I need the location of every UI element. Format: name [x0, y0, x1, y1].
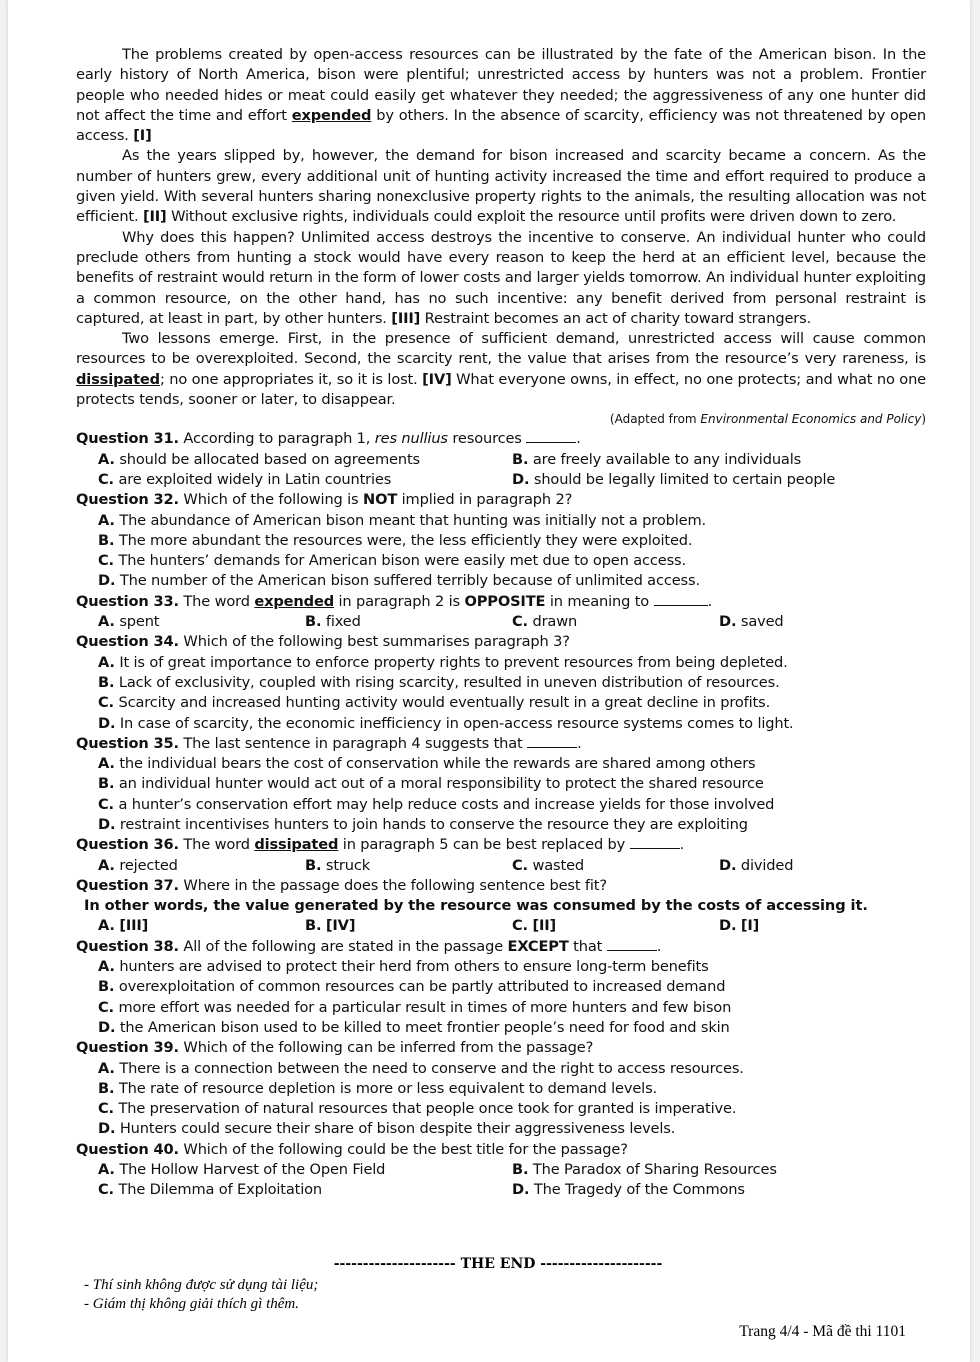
option-c[interactable]: [512, 612, 719, 632]
p2-text-end: Without exclusive rights, individuals could exploit the resource until profits were driven down to zero.: [166, 208, 897, 226]
option-letter: C.: [512, 856, 528, 874]
option-text: The number of the American bison suffered terribly because of unlimited access.: [119, 572, 700, 590]
option-letter: C.: [98, 552, 114, 570]
question-text-end: implied in paragraph 2?: [397, 491, 573, 509]
option-letter: D.: [98, 572, 116, 590]
question-36: Question 36. The word dissipated in paragraph 5 can be best replaced by .: [76, 836, 685, 854]
question-33: Question 33. The word expended in paragraph 2 is OPPOSITE in meaning to .: [76, 592, 713, 610]
marker-ii: [II]: [142, 208, 167, 226]
question-31: Question 31. According to paragraph 1, res nullius resources .: [76, 430, 581, 448]
answer-blank: [630, 836, 680, 849]
option-text: hunters are advised to protect their herd from others to ensure long-term benefits: [119, 958, 709, 976]
question-bold: OPPOSITE: [464, 592, 546, 610]
source-suffix: ): [921, 412, 926, 427]
question-label: Question 33.: [76, 592, 179, 610]
option-letter: B.: [512, 1161, 529, 1179]
option-a[interactable]: [98, 612, 305, 632]
exam-content: [76, 45, 926, 1201]
option-letter: A.: [98, 958, 115, 976]
option-letter: D.: [719, 917, 737, 935]
option-text: The Paradox of Sharing Resources: [532, 1161, 777, 1179]
p4-text: Two lessons emerge. First, in the presence of sufficient demand, unrestricted access will cause common resources to be overexploited. Second, the scarcity rent, the value that arises from the resource’s very rareness, is: [76, 330, 926, 368]
option-letter: C.: [512, 917, 528, 935]
option-text: The preservation of natural resources that people once took for granted is imperative.: [118, 1100, 737, 1118]
option-c[interactable]: [98, 551, 926, 571]
p3-text-end: Restraint becomes an act of charity toward strangers.: [420, 309, 812, 327]
exam-notes: [84, 1276, 318, 1314]
p2-text: As the years slipped by, however, the demand for bison increased and scarcity became a concern. As the number of hunters grew, every additional unit of hunting activity increased the time and effort required to produce a given yield. With several hunters sharing nonexclusive property rights to the animals, the resulting allocation was not efficient.: [76, 147, 926, 226]
option-text: saved: [740, 613, 784, 631]
marker-iv: [IV]: [422, 370, 452, 388]
option-b[interactable]: [305, 916, 512, 936]
option-d[interactable]: [719, 612, 926, 632]
option-text: [I]: [740, 917, 760, 935]
option-text: fixed: [325, 613, 361, 631]
option-text: Scarcity and increased hunting activity would eventually result in a great decline in profits.: [118, 694, 771, 712]
option-letter: B.: [512, 450, 529, 468]
option-b[interactable]: [305, 612, 512, 632]
option-a[interactable]: [98, 653, 926, 673]
question-text-end: resources: [447, 430, 522, 448]
option-c[interactable]: [98, 998, 926, 1018]
option-text: overexploitation of common resources can be partly attributed to increased demand: [118, 978, 726, 996]
option-text: an individual hunter would act out of a moral responsibility to protect the shared resource: [118, 775, 764, 793]
question-text: The last sentence in paragraph 4 suggests that: [178, 734, 523, 752]
option-text: are exploited widely in Latin countries: [118, 470, 392, 488]
option-text: the American bison used to be killed to meet frontier people’s need for food and skin: [119, 1018, 730, 1036]
option-letter: D.: [98, 1018, 116, 1036]
option-c[interactable]: [512, 916, 719, 936]
option-text: rejected: [119, 856, 178, 874]
option-a[interactable]: [98, 856, 305, 876]
source-title: Environmental Economics and Policy: [700, 412, 922, 427]
option-letter: B.: [305, 856, 322, 874]
option-a[interactable]: [98, 916, 305, 936]
option-letter: C.: [98, 694, 114, 712]
option-text: divided: [740, 856, 794, 874]
question-keyword: expended: [254, 592, 334, 610]
question-35: Question 35. The last sentence in paragraph 4 suggests that .: [76, 734, 582, 752]
question-40: [76, 1140, 926, 1160]
q40-options: [98, 1160, 926, 1180]
option-letter: D.: [98, 1120, 116, 1138]
paragraph-2: [76, 146, 926, 227]
option-a[interactable]: [98, 511, 926, 531]
option-d[interactable]: [512, 1180, 926, 1200]
the-end-divider: --------------------- THE END ---------------------: [333, 1256, 663, 1272]
question-label: Question 37.: [76, 876, 179, 894]
option-text: In case of scarcity, the economic inefficiency in open-access resource systems comes to light.: [119, 714, 794, 732]
option-letter: C.: [98, 1181, 114, 1199]
option-d[interactable]: [98, 714, 926, 734]
q36-options: [98, 856, 926, 876]
option-b[interactable]: [98, 774, 926, 794]
option-a[interactable]: [98, 1059, 926, 1079]
paragraph-1: [76, 45, 926, 146]
option-c[interactable]: [98, 470, 512, 490]
option-letter: D.: [719, 613, 737, 631]
question-34: [76, 632, 926, 652]
insert-sentence: In other words, the value generated by the resource was consumed by the costs of accessing it.: [84, 897, 868, 915]
option-b[interactable]: [98, 673, 926, 693]
option-text: There is a connection between the need to conserve and the right to access resources.: [119, 1059, 744, 1077]
option-text: struck: [325, 856, 371, 874]
option-text: The more abundant the resources were, the less efficiently they were exploited.: [118, 531, 693, 549]
option-letter: A.: [98, 511, 115, 529]
option-text: The rate of resource depletion is more or less equivalent to demand levels.: [118, 1079, 658, 1097]
option-letter: D.: [512, 470, 530, 488]
option-a[interactable]: [98, 754, 926, 774]
paragraph-3: [76, 228, 926, 329]
option-letter: A.: [98, 856, 115, 874]
option-letter: D.: [98, 714, 116, 732]
option-d[interactable]: [98, 1018, 926, 1038]
p1-text-end: by others. In the absence of scarcity, efficiency was not threatened by open access.: [76, 106, 926, 145]
question-bold: NOT: [363, 491, 398, 509]
option-letter: B.: [305, 917, 322, 935]
option-text: [II]: [532, 917, 557, 935]
option-letter: A.: [98, 450, 115, 468]
option-letter: C.: [512, 613, 528, 631]
option-letter: D.: [719, 856, 737, 874]
marker-i: [I]: [133, 127, 152, 145]
page-footer: Trang 4/4 - Mã đề thi 1101: [739, 1323, 906, 1340]
question-bold: EXCEPT: [507, 937, 569, 955]
option-text: restraint incentivises hunters to join hands to conserve the resource they are exploiting: [119, 815, 748, 833]
question-text-end: in meaning to: [545, 592, 650, 610]
option-letter: B.: [98, 775, 115, 793]
option-d[interactable]: [719, 856, 926, 876]
option-letter: D.: [98, 815, 116, 833]
note-line: - Giám thị không giải thích gì thêm.: [84, 1296, 299, 1312]
option-c[interactable]: [512, 856, 719, 876]
option-b[interactable]: [98, 1079, 926, 1099]
option-text: It is of great importance to enforce property rights to prevent resources from being depleted.: [119, 653, 788, 671]
option-text: the individual bears the cost of conservation while the rewards are shared among others: [119, 755, 756, 773]
question-label: Question 40.: [76, 1140, 179, 1158]
question-text: According to paragraph 1,: [178, 430, 375, 448]
option-b[interactable]: [305, 856, 512, 876]
question-text: The word: [178, 592, 255, 610]
option-a[interactable]: [98, 1160, 512, 1180]
option-b[interactable]: [512, 1160, 926, 1180]
exam-page: [8, 0, 970, 1362]
option-text: wasted: [532, 856, 585, 874]
option-a[interactable]: [98, 450, 512, 470]
option-letter: A.: [98, 755, 115, 773]
option-letter: C.: [98, 795, 114, 813]
keyword-expended: expended: [291, 106, 372, 124]
option-text: The abundance of American bison meant that hunting was initially not a problem.: [119, 511, 707, 529]
option-text: The Hollow Harvest of the Open Field: [119, 1161, 386, 1179]
option-letter: B.: [305, 613, 322, 631]
marker-iii: [III]: [391, 309, 421, 327]
option-text: should be legally limited to certain people: [533, 470, 836, 488]
option-text: Lack of exclusivity, coupled with rising scarcity, resulted in uneven distribution of resources.: [118, 673, 780, 691]
option-text: The hunters’ demands for American bison were easily met due to open access.: [118, 552, 686, 570]
question-text: All of the following are stated in the passage: [178, 937, 508, 955]
option-text: spent: [119, 613, 160, 631]
p1-text: The problems created by open-access resources can be illustrated by the fate of the American bison. In the early history of North America, bison were plentiful; unrestricted access by hunters was not a problem. Frontier people who needed hides or meat could easily get whatever they needed; the aggressiveness of any one hunter did not affect the time and effort: [76, 46, 926, 124]
q31-options: [98, 450, 926, 470]
p4-text-mid: ; no one appropriates it, so it is lost.: [159, 370, 423, 388]
option-d[interactable]: [98, 571, 926, 591]
question-italic: res nullius: [374, 430, 448, 448]
paragraph-4: [76, 329, 926, 410]
question-text-end: in paragraph 5 can be best replaced by: [338, 836, 626, 854]
answer-blank: [607, 938, 657, 951]
option-letter: B.: [98, 673, 115, 691]
q40-options-2: [98, 1180, 926, 1200]
question-text: Which of the following could be the best title for the passage?: [178, 1140, 628, 1158]
keyword-dissipated: dissipated: [76, 370, 160, 388]
option-d[interactable]: [98, 815, 926, 835]
option-text: [III]: [119, 917, 149, 935]
option-text: should be allocated based on agreements: [119, 450, 421, 468]
question-38: Question 38. All of the following are stated in the passage EXCEPT that .: [76, 937, 662, 955]
question-37: [76, 876, 926, 896]
option-text: drawn: [532, 613, 578, 631]
answer-blank: [526, 430, 576, 443]
option-letter: C.: [98, 998, 114, 1016]
option-text: The Tragedy of the Commons: [533, 1181, 745, 1199]
question-label: Question 35.: [76, 734, 179, 752]
q33-options: [98, 612, 926, 632]
option-text: Hunters could secure their share of bison despite their aggressiveness levels.: [119, 1120, 676, 1138]
q37-options: [98, 916, 926, 936]
option-letter: A.: [98, 1059, 115, 1077]
question-label: Question 32.: [76, 491, 179, 509]
option-letter: A.: [98, 653, 115, 671]
question-text: Which of the following can be inferred from the passage?: [178, 1039, 594, 1057]
option-letter: C.: [98, 1100, 114, 1118]
question-text: Which of the following is: [178, 491, 363, 509]
question-label: Question 34.: [76, 633, 179, 651]
q31-options-2: [98, 470, 926, 490]
option-a[interactable]: [98, 957, 926, 977]
question-text-end: that: [568, 937, 603, 955]
option-c[interactable]: [98, 1099, 926, 1119]
option-text: a hunter’s conservation effort may help reduce costs and increase yields for those involved: [118, 795, 775, 813]
option-b[interactable]: [512, 450, 926, 470]
note-line: - Thí sinh không được sử dụng tài liệu;: [84, 1277, 319, 1293]
question-label: Question 38.: [76, 937, 179, 955]
question-39: [76, 1038, 926, 1058]
question-text: The word: [178, 836, 255, 854]
option-d[interactable]: [512, 470, 926, 490]
option-text: more effort was needed for a particular result in times of more hunters and few bison: [118, 998, 732, 1016]
option-text: The Dilemma of Exploitation: [118, 1181, 323, 1199]
option-d[interactable]: [98, 1119, 926, 1139]
question-label: Question 39.: [76, 1039, 179, 1057]
option-text: [IV]: [325, 917, 356, 935]
option-letter: B.: [98, 978, 115, 996]
answer-blank: [654, 593, 708, 606]
option-c[interactable]: [98, 693, 926, 713]
option-letter: B.: [98, 531, 115, 549]
p4-text-end: What everyone owns, in effect, no one protects; and what no one protects tends, sooner or later, to disappear.: [76, 370, 927, 409]
option-letter: A.: [98, 1161, 115, 1179]
option-letter: C.: [98, 470, 114, 488]
source-prefix: (Adapted from: [609, 412, 701, 427]
option-letter: A.: [98, 613, 115, 631]
answer-blank: [527, 735, 577, 748]
question-text-mid: in paragraph 2 is: [334, 592, 465, 610]
question-text: Which of the following best summarises paragraph 3?: [178, 633, 570, 651]
option-b[interactable]: [98, 531, 926, 551]
option-letter: A.: [98, 917, 115, 935]
question-text: Where in the passage does the following sentence best fit?: [178, 876, 607, 894]
question-32: [76, 490, 926, 510]
option-c[interactable]: [98, 1180, 512, 1200]
question-label: Question 31.: [76, 430, 179, 448]
question-keyword: dissipated: [254, 836, 339, 854]
option-letter: B.: [98, 1079, 115, 1097]
option-c[interactable]: [98, 795, 926, 815]
p3-text: Why does this happen? Unlimited access destroys the incentive to conserve. An individual hunter who could preclude others from hunting a stock would have every reason to keep the herd at an efficient level, because the benefits of restraint would return in the form of lower costs and larger yields tomorrow. An individual hunter exploiting a common resource, on the other hand, has no such incentive: any benefit derived from personal restraint is captured, at least in part, by other hunters.: [76, 228, 926, 327]
question-label: Question 36.: [76, 836, 179, 854]
option-letter: D.: [512, 1181, 530, 1199]
option-d[interactable]: [719, 916, 926, 936]
option-text: are freely available to any individuals: [532, 450, 802, 468]
source-citation: [76, 410, 926, 429]
option-b[interactable]: [98, 977, 926, 997]
